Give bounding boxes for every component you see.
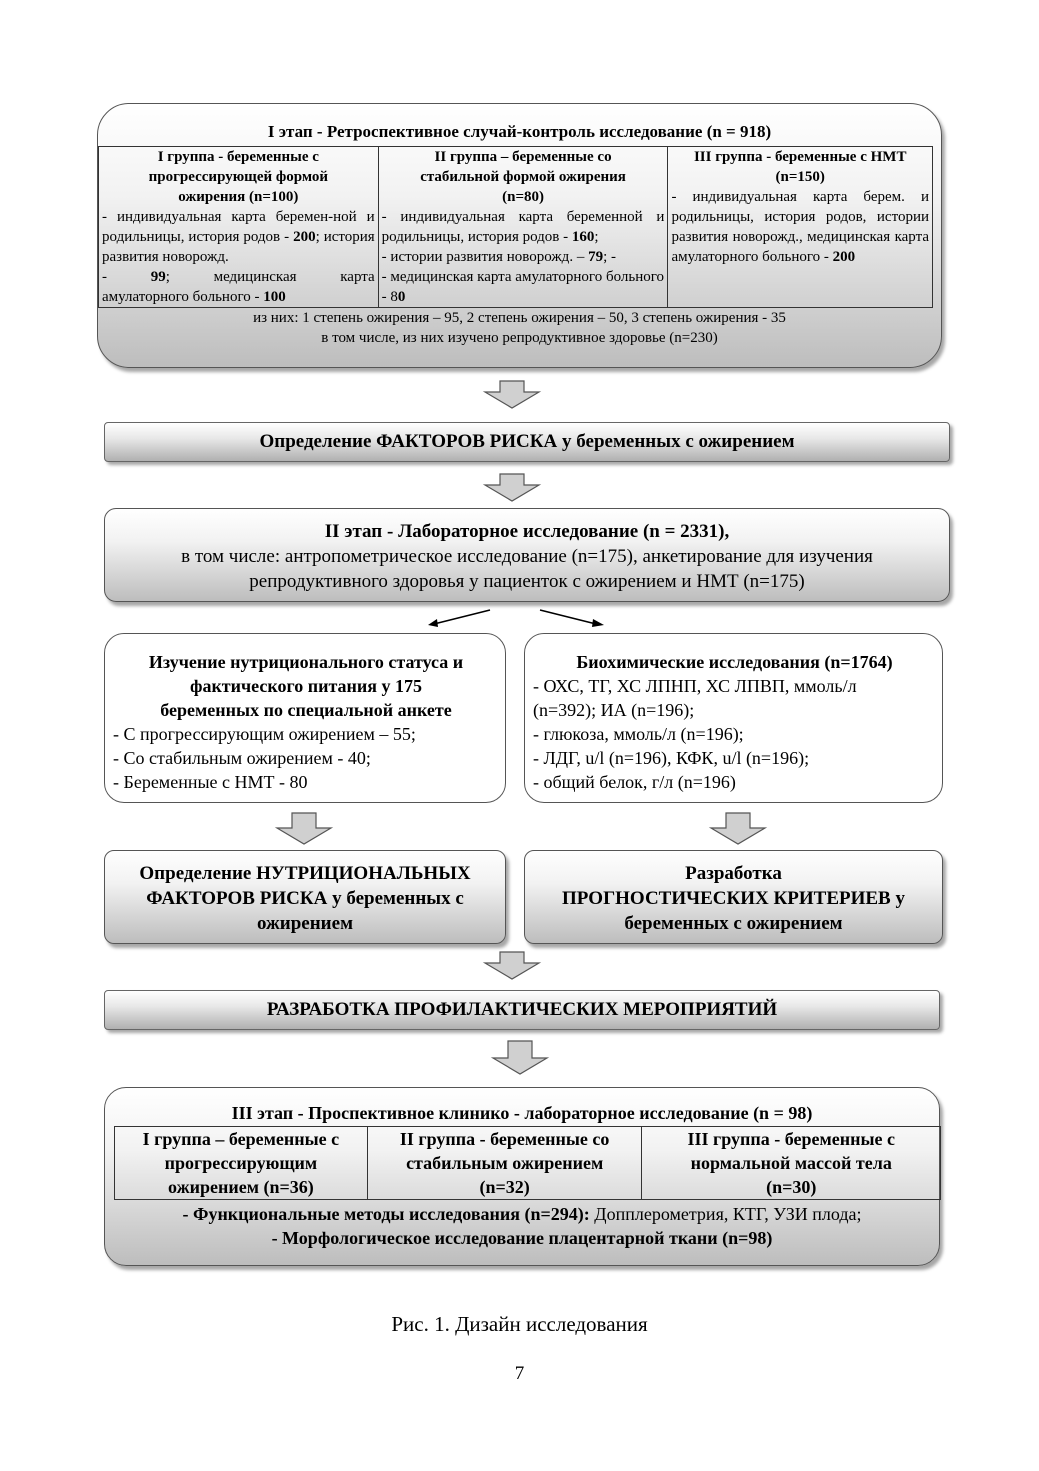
stage3-group2-l3: (n=32) — [479, 1177, 530, 1197]
prognostic-criteria-box — [524, 850, 943, 944]
stage2-line2: в том числе: антропометрическое исследование (n=175), анкетирование для изучения — [181, 546, 873, 567]
figure-caption: Рис. 1. Дизайн исследования — [391, 1312, 648, 1336]
stage2-line3: репродуктивного здоровья у пациенток с ожирением и НМТ (n=175) — [249, 571, 805, 592]
down-arrow-right — [708, 812, 768, 846]
stage3-group2-l2: стабильным ожирением — [406, 1153, 604, 1173]
biochem-box — [524, 633, 943, 803]
biochem-item: - общий белок, г/л (n=196) — [533, 772, 736, 792]
nutrition-item: - С прогрессирующим ожирением – 55; — [113, 724, 416, 744]
down-arrow-4 — [490, 1040, 550, 1076]
nutritional-risk-factors-box — [104, 850, 506, 944]
stage1-group2-item2: - истории развития новорожд. – 79; - — [381, 249, 616, 265]
prevention-bar: РАЗРАБОТКА ПРОФИЛАКТИЧЕСКИХ МЕРОПРИЯТИЙ — [104, 990, 940, 1030]
stage1-group2-h3: (n=80) — [502, 189, 544, 205]
biochem-item: - ЛДГ, u/l (n=196), КФК, u/l (n=196); — [533, 748, 810, 768]
stage1-group3 — [668, 147, 933, 308]
stage3-group1-l2: прогрессирующим — [164, 1153, 318, 1173]
down-arrow-3 — [482, 951, 542, 981]
stage1-group3-item1: - индивидуальная карта берем. и родильницы, история родов, истории развития новорожд., медицинская карта — [671, 189, 929, 245]
nutri-factors-l2: ФАКТОРОВ РИСКА у беременных с — [146, 888, 464, 909]
stage3-methods-bold: - Функциональные методы исследования (n=294): — [182, 1204, 590, 1224]
nutrition-study-box — [104, 633, 506, 803]
prognostic-l3: беременных с ожирением — [624, 913, 843, 934]
stage3-groups-table — [114, 1126, 941, 1200]
stage1-group1-item2: - 99; медицинская карта — [102, 269, 375, 285]
stage1-group2-h2: стабильной формой ожирения — [420, 169, 626, 185]
prognostic-l2: ПРОГНОСТИЧЕСКИХ КРИТЕРИЕВ у — [562, 888, 905, 909]
stage1-group2-h1: II группа – беременные со — [434, 149, 612, 165]
stage3-group2 — [367, 1127, 642, 1200]
nutrition-title-2: фактического питания у 175 — [189, 676, 423, 696]
stage1-group3-h1: III группа - беременные с НМТ — [693, 149, 907, 165]
down-arrow-left — [274, 812, 334, 846]
stage1-group3-h2: (n=150) — [775, 169, 825, 185]
stage3-group2-l1: II группа - беременные со — [399, 1129, 610, 1149]
stage1-groups-table — [98, 146, 933, 308]
page-number: 7 — [514, 1363, 525, 1384]
stage3-group3-l3: (n=30) — [766, 1177, 817, 1197]
stage1-group1-h2: прогрессирующей формой — [148, 169, 329, 185]
stage1-footer-1: из них: 1 степень ожирения – 95, 2 степень ожирения – 50, 3 степень ожирения - 35 — [253, 310, 786, 326]
stage3-group1 — [115, 1127, 368, 1200]
stage1-group2-item1: - индивидуальная карта беременной и родильницы, история родов - 160; — [381, 209, 665, 245]
stage3-morph: - Морфологическое исследование плацентарной ткани (n=98) — [271, 1228, 773, 1248]
stage1-footer-2: в том числе, из них изучено репродуктивное здоровье (n=230) — [321, 330, 718, 346]
stage3-group1-l3: ожирением (n=36) — [168, 1177, 314, 1197]
prognostic-l1: Разработка — [685, 863, 782, 884]
stage1-group1-item1: - индивидуальная карта беремен-ной и родильницы, история родов - 200; история развития новорожд. — [102, 209, 375, 265]
stage3-group1-l1: I группа – беременные с — [142, 1129, 340, 1149]
nutri-factors-l3: ожирением — [256, 913, 354, 934]
stage1-group1-item3: амулаторного больного - 100 — [102, 289, 286, 305]
stage2-box — [104, 508, 950, 602]
stage3-group3-l1: III группа - беременные с — [687, 1129, 895, 1149]
stage1-group1-h1: I группа - беременные с — [157, 149, 319, 165]
risk-factors-bar: Определение ФАКТОРОВ РИСКА у беременных с ожирением — [104, 422, 950, 462]
nutrition-title-3: беременных по специальной анкете — [160, 700, 452, 720]
nutrition-item: - Беременные с НМТ - 80 — [113, 772, 308, 792]
stage1-group3-item2: амулаторного больного - 200 — [671, 249, 856, 265]
stage3-title: III этап - Проспективное клинико - лабораторное исследование (n = 98) — [231, 1103, 813, 1123]
biochem-item: - ОХС, ТГ, ХС ЛПНП, ХС ЛПВП, ммоль/л — [533, 676, 857, 696]
biochem-item: - глюкоза, ммоль/л (n=196); — [533, 724, 744, 744]
stage3-methods — [105, 1202, 939, 1226]
stage1-group1 — [99, 147, 379, 308]
stage1-box — [97, 103, 942, 368]
nutri-factors-l1: Определение НУТРИЦИОНАЛЬНЫХ — [139, 863, 471, 884]
stage3-group3 — [642, 1127, 941, 1200]
stage1-title: I этап - Ретроспективное случай-контроль исследование (n = 918) — [267, 122, 772, 141]
nutrition-item: - Со стабильным ожирением - 40; — [113, 748, 371, 768]
down-arrow-1 — [482, 380, 542, 410]
stage1-group2-item3: - медицинская карта амулаторного больного - 80 — [381, 269, 665, 305]
stage2-title: II этап - Лабораторное исследование (n = 2331), — [324, 521, 730, 542]
down-arrow-2 — [482, 473, 542, 503]
split-arrows — [420, 604, 620, 634]
biochem-title: Биохимические исследования (n=1764) — [576, 652, 893, 672]
nutrition-title-1: Изучение нутриционального статуса и — [148, 652, 464, 672]
stage3-methods-rest: Допплерометрия, КТГ, УЗИ плода; — [589, 1204, 862, 1224]
stage3-box — [104, 1087, 940, 1266]
stage1-group1-h3: ожирения (n=100) — [178, 189, 299, 205]
biochem-item: (n=392); ИА (n=196); — [533, 700, 695, 720]
stage1-group2 — [378, 147, 668, 308]
stage3-group3-l2: нормальной массой тела — [690, 1153, 892, 1173]
